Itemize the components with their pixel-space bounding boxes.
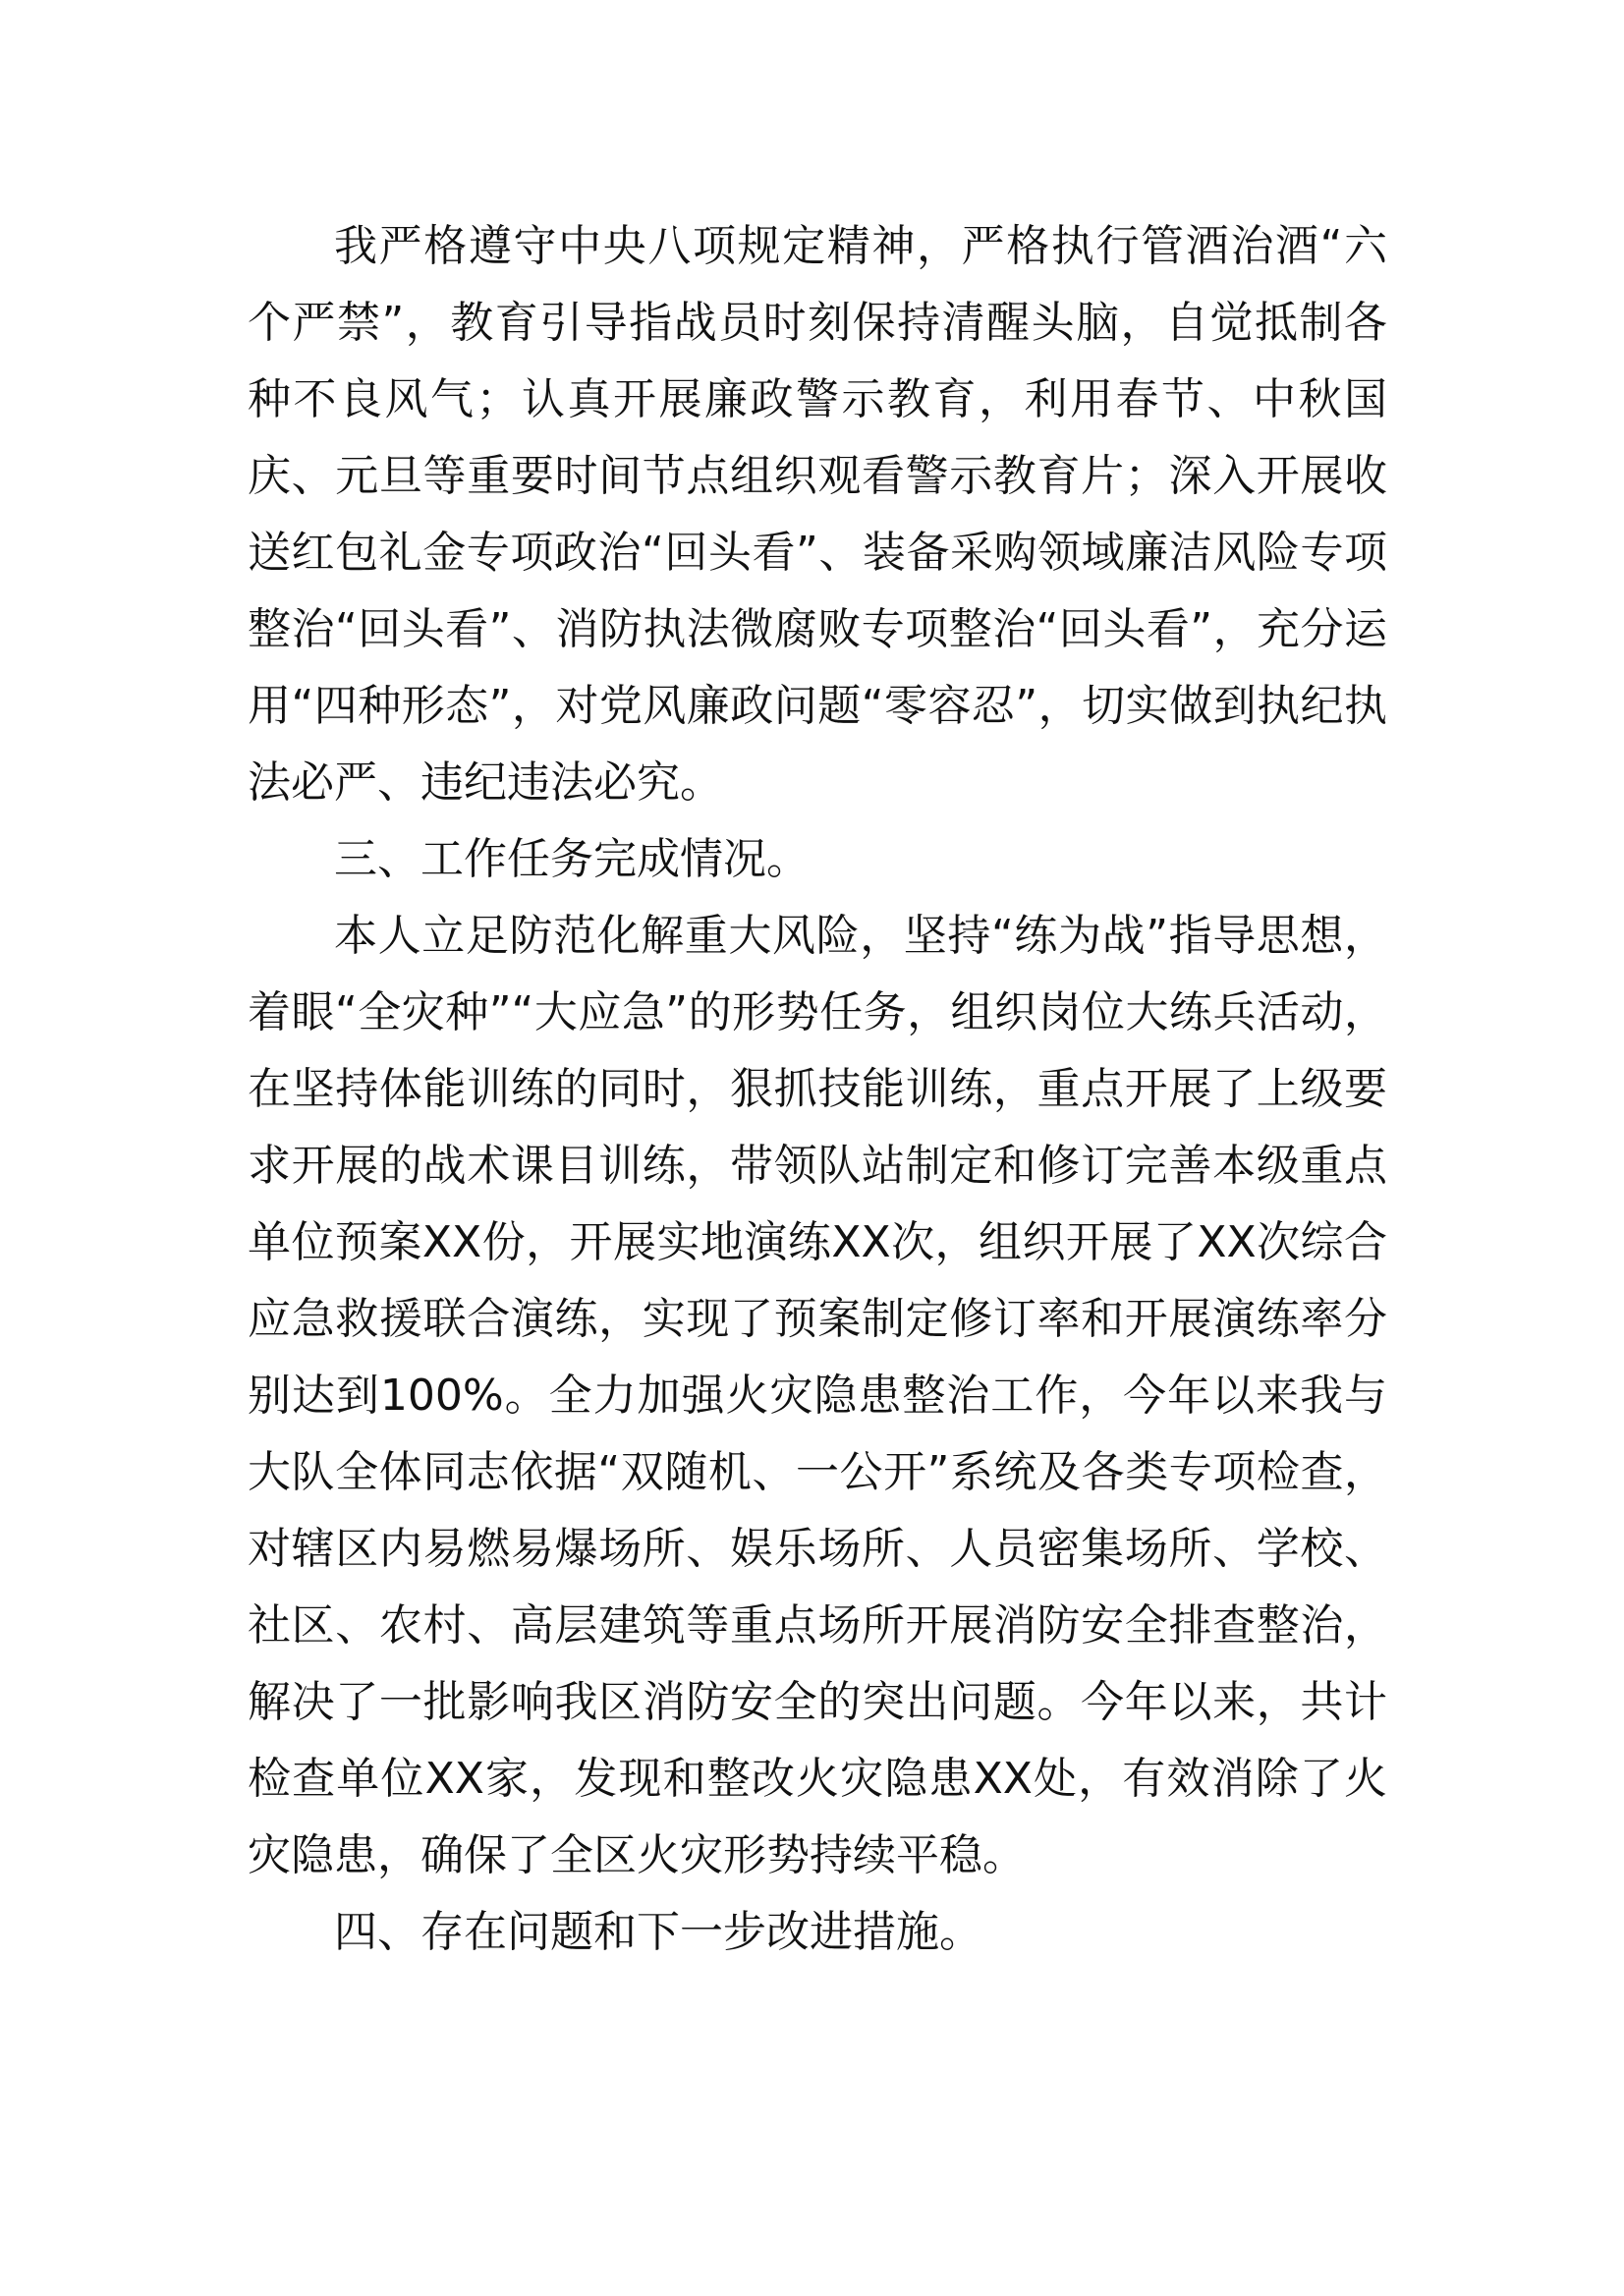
paragraph-discipline: 我严格遵守中央八项规定精神，严格执行管酒治酒“六个严禁”，教育引导指战员时刻保持清醒头脑，自觉抵制各种不良风气；认真开展廉政警示教育，利用春节、中秋国庆、元旦等重要时间节点组织观看警示教育片；深入开展收送红包礼金专项政治“回头看”、装备采购领域廉洁风险专项整治“回头看”、消防执法微腐败专项整治“回头看”，充分运用“四种形态”，对党风廉政问题“零容忍”，切实做到执纪执法必严、违纪违法必究。 <box>248 221 1387 808</box>
document-body <box>248 208 1387 1971</box>
paragraph-task-completion: 本人立足防范化解重大风险，坚持“练为战”指导思想，着眼“全灾种”“大应急”的形势任务，组织岗位大练兵活动，在坚持体能训练的同时，狠抓技能训练，重点开展了上级要求开展的战术课目训练，带领队站制定和修订完善本级重点单位预案XX份，开展实地演练XX次，组织开展了XX次综合应急救援联合演练，实现了预案制定修订率和开展演练率分别达到100%。全力加强火灾隐患整治工作，今年以来我与大队全体同志依据“双随机、一公开”系统及各类专项检查，对辖区内易燃易爆场所、娱乐场所、人员密集场所、学校、社区、农村、高层建筑等重点场所开展消防安全排查整治，解决了一批影响我区消防安全的突出问题。今年以来，共计检查单位XX家，发现和整改火灾隐患XX处，有效消除了火灾隐患，确保了全区火灾形势持续平稳。 <box>248 911 1387 1880</box>
section-heading-three: 三、工作任务完成情况。 <box>334 834 810 884</box>
section-heading-four: 四、存在问题和下一步改进措施。 <box>334 1907 982 1957</box>
